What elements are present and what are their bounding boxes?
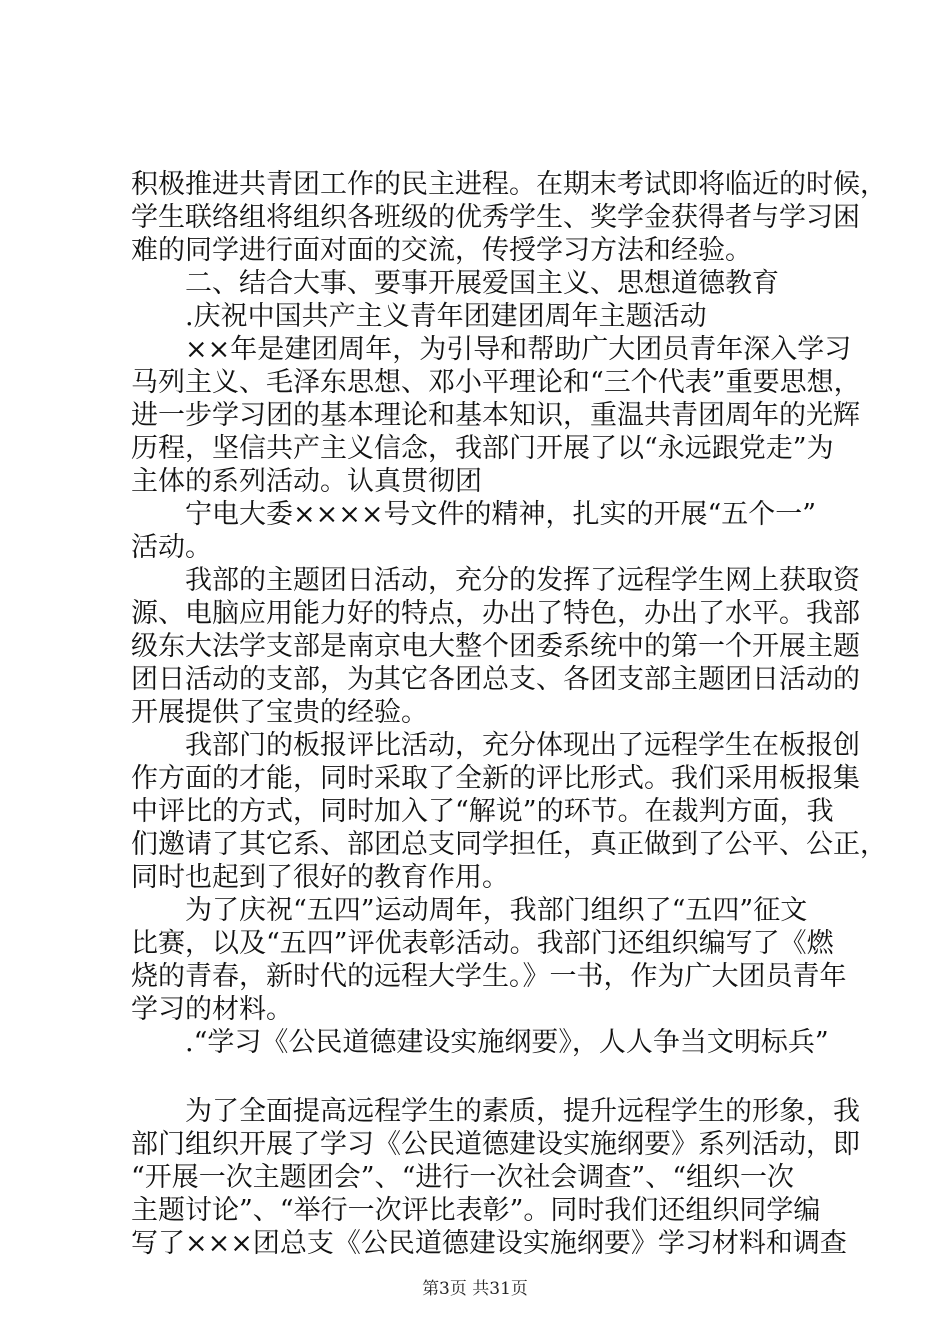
subsection-heading: .“学习《公民道德建设实施纲要》，人人争当文明标兵”	[185, 1027, 829, 1058]
text-line: 比赛，以及“五四”评优表彰活动。我部门还组织编写了《燃	[131, 928, 834, 959]
text-line: 部门组织开展了学习《公民道德建设实施纲要》系列活动，即	[131, 1129, 860, 1160]
section-heading: 二、结合大事、要事开展爱国主义、思想道德教育	[185, 268, 779, 299]
text-line: 级东大法学支部是南京电大整个团委系统中的第一个开展主题	[131, 631, 860, 662]
text-line: 宁电大委××××号文件的精神，扎实的开展“五个一”	[185, 499, 817, 530]
blank-line	[131, 1059, 831, 1095]
text-line: 学习的材料。	[131, 994, 293, 1025]
text-line: 源、电脑应用能力好的特点，办出了特色，办出了水平。我部	[131, 598, 860, 629]
subsection-heading: .庆祝中国共产主义青年团建团周年主题活动	[185, 301, 707, 332]
text-line: 烧的青春，新时代的远程大学生。》一书，作为广大团员青年	[131, 961, 847, 992]
text-line: 作方面的才能，同时采取了全新的评比形式。我们采用板报集	[131, 763, 860, 794]
text-line: 写了×××团总支《公民道德建设实施纲要》学习材料和调查	[131, 1228, 847, 1259]
text-line: 开展提供了宝贵的经验。	[131, 697, 428, 728]
page-footer: 第3页 共31页	[422, 1279, 528, 1299]
text-line: “开展一次主题团会”、“进行一次社会调查”、“组织一次	[131, 1162, 795, 1193]
text-line: 中评比的方式，同时加入了“解说”的环节。在裁判方面，我	[131, 796, 834, 827]
text-line: 活动。	[131, 532, 212, 563]
text-line: 我部门的板报评比活动，充分体现出了远程学生在板报创	[185, 730, 860, 761]
text-line: 团日活动的支部，为其它各团总支、各团支部主题团日活动的	[131, 664, 860, 695]
text-line: 历程，坚信共产主义信念，我部门开展了以“永远跟党走”为	[131, 433, 834, 464]
text-line: 为了全面提高远程学生的素质，提升远程学生的形象，我	[185, 1096, 860, 1127]
text-line: 主体的系列活动。认真贯彻团	[131, 466, 482, 497]
text-line: 积极推进共青团工作的民主进程。在期末考试即将临近的时候，	[131, 169, 887, 200]
text-line: 主题讨论”、“举行一次评比表彰”。同时我们还组织同学编	[131, 1195, 821, 1226]
text-line: 我部的主题团日活动，充分的发挥了远程学生网上获取资	[185, 565, 860, 596]
text-line: 马列主义、毛泽东思想、邓小平理论和“三个代表”重要思想，	[131, 367, 861, 398]
text-line: 同时也起到了很好的教育作用。	[131, 862, 509, 893]
text-line: 们邀请了其它系、部团总支同学担任，真正做到了公平、公正，	[131, 829, 887, 860]
text-line: 为了庆祝“五四”运动周年，我部门组织了“五四”征文	[185, 895, 808, 926]
text-line: 进一步学习团的基本理论和基本知识，重温共青团周年的光辉	[131, 400, 860, 431]
text-line: ××年是建团周年，为引导和帮助广大团员青年深入学习	[185, 334, 852, 365]
text-line: 难的同学进行面对面的交流，传授学习方法和经验。	[131, 235, 752, 266]
text-line: 学生联络组将组织各班级的优秀学生、奖学金获得者与学习困	[131, 202, 860, 233]
document-body	[131, 168, 887, 1260]
